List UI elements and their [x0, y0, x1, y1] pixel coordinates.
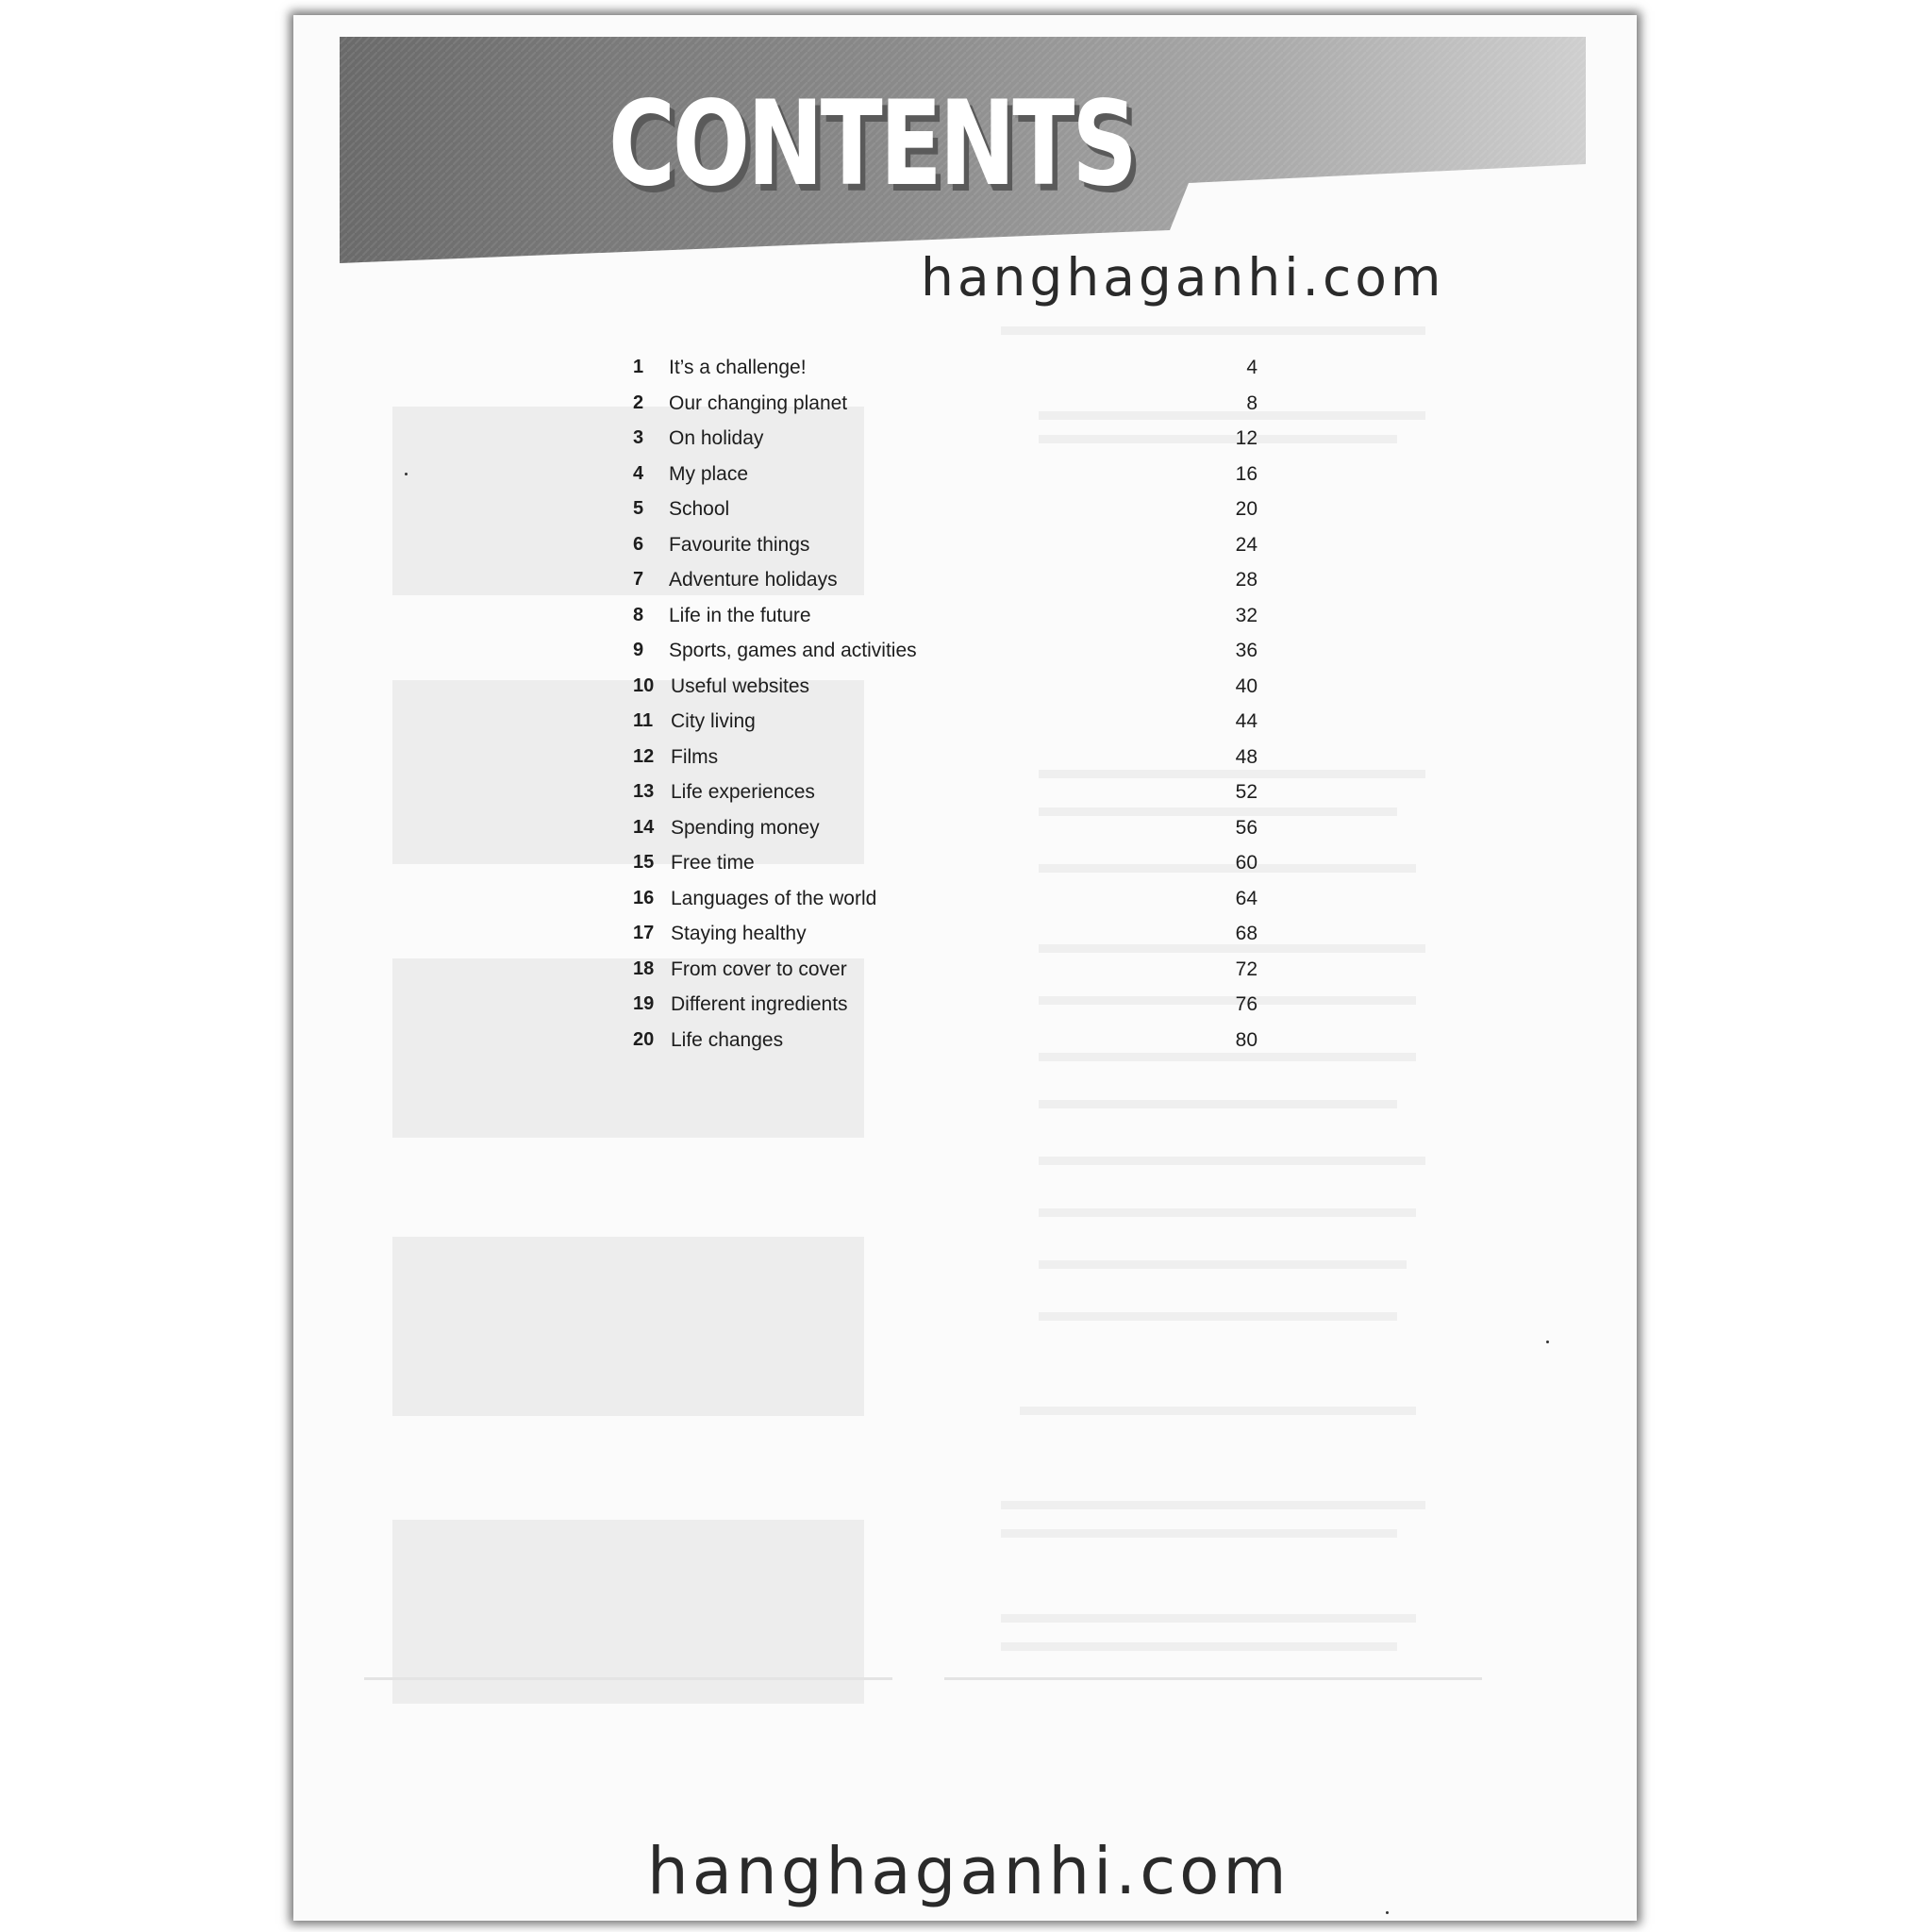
toc-page-number: 36: [1235, 640, 1257, 661]
showthrough-image-4: [392, 1237, 864, 1416]
showthrough-line: [1039, 1208, 1416, 1217]
toc-row: [633, 958, 1293, 991]
toc-number: 6: [633, 533, 644, 555]
toc-row: [633, 888, 1293, 920]
toc-page-number: 72: [1235, 958, 1257, 980]
toc-page-number: 12: [1235, 427, 1257, 449]
toc-row: [633, 781, 1293, 813]
toc-title: Useful websites: [671, 675, 810, 697]
toc-title: Our changing planet: [669, 391, 848, 414]
toc-row: [633, 923, 1293, 955]
showthrough-line: [944, 1677, 1482, 1680]
showthrough-line: [1001, 1642, 1397, 1651]
speck: [1546, 1341, 1549, 1343]
toc-title: Sports, games and activities: [669, 640, 917, 661]
toc-title: City living: [671, 710, 756, 732]
toc-page-number: 44: [1235, 710, 1257, 732]
toc-number: 7: [633, 569, 644, 590]
toc-title: Free time: [671, 852, 755, 874]
toc-row: [633, 427, 1293, 459]
showthrough-line: [1001, 1614, 1416, 1623]
showthrough-line: [1039, 1157, 1425, 1165]
toc-number: 17: [633, 923, 655, 943]
toc-number: 15: [633, 852, 655, 873]
toc-row: [633, 852, 1293, 884]
toc-page-number: 56: [1235, 816, 1257, 839]
showthrough-line: [364, 1677, 892, 1680]
toc-title: My place: [669, 462, 749, 485]
toc-title: School: [669, 498, 730, 520]
toc-title: Languages of the world: [671, 887, 877, 909]
toc-row: [633, 993, 1293, 1025]
toc-number: 12: [633, 745, 655, 767]
toc-title: Spending money: [671, 816, 820, 839]
toc-page-number: 60: [1235, 852, 1257, 874]
toc-number: 10: [633, 675, 655, 696]
toc-number: 1: [633, 357, 644, 377]
toc-page-number: 64: [1235, 887, 1257, 909]
toc-number: 16: [633, 887, 655, 908]
toc-title: Favourite things: [669, 533, 810, 556]
toc-page-number: 20: [1235, 498, 1257, 520]
showthrough-line: [1039, 1260, 1407, 1269]
toc-title: From cover to cover: [671, 958, 847, 980]
toc-number: 18: [633, 958, 655, 979]
watermark-top: hanghaganhi.com: [921, 247, 1445, 308]
showthrough-line: [1001, 326, 1425, 335]
toc-title: Staying healthy: [671, 923, 807, 944]
toc-row: [633, 1029, 1293, 1061]
showthrough-line: [1001, 1529, 1397, 1538]
toc-row: [633, 357, 1293, 389]
showthrough-image-5: [392, 1520, 864, 1704]
toc-page-number: 24: [1235, 533, 1257, 556]
toc-number: 9: [633, 640, 644, 660]
toc-number: 2: [633, 391, 644, 413]
toc-row: [633, 569, 1293, 601]
toc-page-number: 4: [1246, 357, 1257, 378]
showthrough-line: [1039, 1100, 1397, 1108]
toc-row: [633, 675, 1293, 708]
toc-page-number: 32: [1235, 604, 1257, 626]
toc-title: Films: [671, 745, 719, 768]
toc-row: [633, 534, 1293, 566]
contents-banner: [340, 37, 1586, 279]
showthrough-line: [1001, 1501, 1425, 1509]
toc-title: Life in the future: [669, 604, 811, 626]
toc-title: On holiday: [669, 427, 764, 449]
toc-page-number: 40: [1235, 675, 1257, 697]
toc-page-number: 48: [1235, 745, 1257, 768]
toc-page-number: 52: [1235, 781, 1257, 803]
toc-number: 3: [633, 427, 644, 448]
toc-row: [633, 605, 1293, 637]
toc-number: 4: [633, 462, 644, 484]
toc-row: [633, 710, 1293, 742]
showthrough-line: [1039, 1312, 1397, 1321]
toc-title: Adventure holidays: [669, 569, 838, 591]
toc-row: [633, 463, 1293, 495]
toc-number: 11: [633, 710, 654, 731]
toc-row: [633, 392, 1293, 425]
showthrough-line: [1020, 1407, 1416, 1415]
toc-row: [633, 746, 1293, 778]
watermark-bottom: hanghaganhi.com: [647, 1834, 1291, 1909]
speck: [1386, 1911, 1389, 1914]
toc-title: Different ingredients: [671, 993, 848, 1015]
toc-page-number: 8: [1246, 391, 1257, 414]
speck: [405, 473, 408, 475]
toc-number: 8: [633, 604, 644, 625]
toc-title: It’s a challenge!: [669, 357, 807, 378]
toc-title: Life experiences: [671, 781, 815, 803]
toc-number: 13: [633, 781, 655, 802]
toc-page-number: 28: [1235, 569, 1257, 591]
toc-number: 5: [633, 498, 644, 519]
toc-number: 14: [633, 816, 655, 838]
toc-page-number: 76: [1235, 993, 1257, 1015]
toc-row: [633, 498, 1293, 530]
toc-title: Life changes: [671, 1028, 784, 1051]
toc-page-number: 16: [1235, 462, 1257, 485]
toc-page-number: 68: [1235, 923, 1257, 944]
toc-row: [633, 817, 1293, 849]
toc-number: 20: [633, 1028, 655, 1050]
toc-page-number: 80: [1235, 1028, 1257, 1051]
page-title: CONTENTS: [608, 76, 1135, 212]
toc-row: [633, 640, 1293, 672]
toc-number: 19: [633, 993, 655, 1014]
